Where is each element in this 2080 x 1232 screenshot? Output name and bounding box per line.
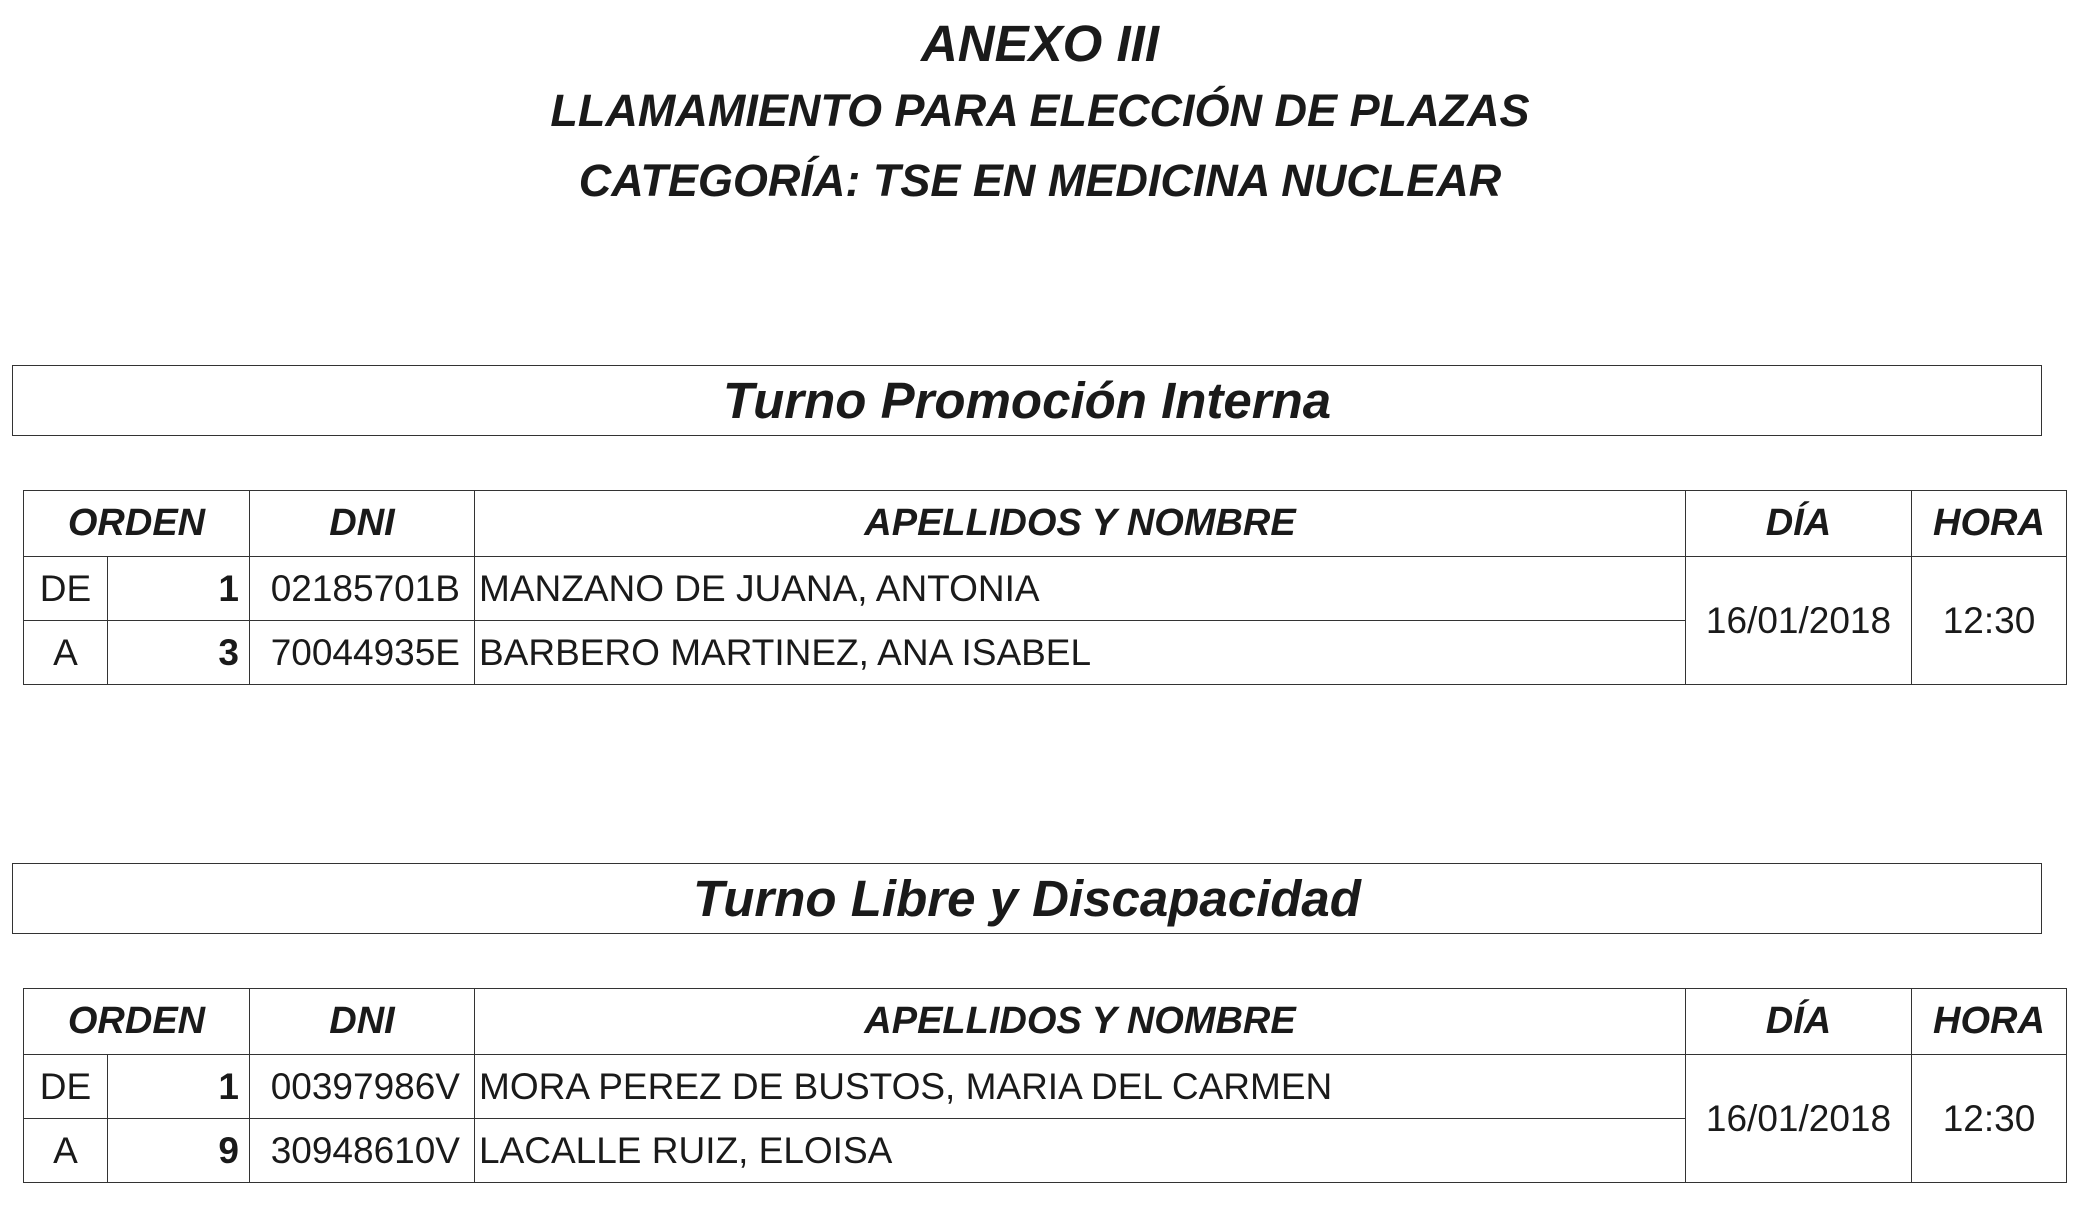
document-category: CATEGORÍA: TSE EN MEDICINA NUCLEAR [578,155,1502,206]
range-label: DE [24,557,108,621]
orden-number: 3 [108,621,250,685]
col-header-orden: ORDEN [24,989,250,1055]
nombre-cell: BARBERO MARTINEZ, ANA ISABEL [475,621,1686,685]
orden-number: 9 [108,1119,250,1183]
table-row [24,557,2067,621]
col-header-nombre: APELLIDOS Y NOMBRE [475,491,1686,557]
hora-cell: 12:30 [1912,1055,2067,1183]
range-label: A [24,621,108,685]
table-promocion-interna [23,490,2067,685]
dia-cell: 16/01/2018 [1686,557,1912,685]
col-header-orden: ORDEN [24,491,250,557]
hora-cell: 12:30 [1912,557,2067,685]
section-title-libre-discapacidad: Turno Libre y Discapacidad [12,863,2042,934]
dni-cell: 02185701B [250,557,475,621]
col-header-nombre: APELLIDOS Y NOMBRE [475,989,1686,1055]
orden-number: 1 [108,557,250,621]
nombre-cell: LACALLE RUIZ, ELOISA [475,1119,1686,1183]
dni-cell: 30948610V [250,1119,475,1183]
nombre-cell: MANZANO DE JUANA, ANTONIA [475,557,1686,621]
col-header-hora: HORA [1912,491,2067,557]
table-header-row [24,989,2067,1055]
dni-cell: 70044935E [250,621,475,685]
document-title: ANEXO III [920,15,1160,72]
col-header-dia: DÍA [1686,491,1912,557]
col-header-dni: DNI [250,989,475,1055]
table-header-row [24,491,2067,557]
document-subtitle: LLAMAMIENTO PARA ELECCIÓN DE PLAZAS [550,85,1530,136]
col-header-dia: DÍA [1686,989,1912,1055]
dia-cell: 16/01/2018 [1686,1055,1912,1183]
orden-number: 1 [108,1055,250,1119]
nombre-cell: MORA PEREZ DE BUSTOS, MARIA DEL CARMEN [475,1055,1686,1119]
section-title-promocion-interna: Turno Promoción Interna [12,365,2042,436]
col-header-dni: DNI [250,491,475,557]
table-libre-discapacidad [23,988,2067,1183]
col-header-hora: HORA [1912,989,2067,1055]
table-row [24,1055,2067,1119]
dni-cell: 00397986V [250,1055,475,1119]
range-label: A [24,1119,108,1183]
range-label: DE [24,1055,108,1119]
